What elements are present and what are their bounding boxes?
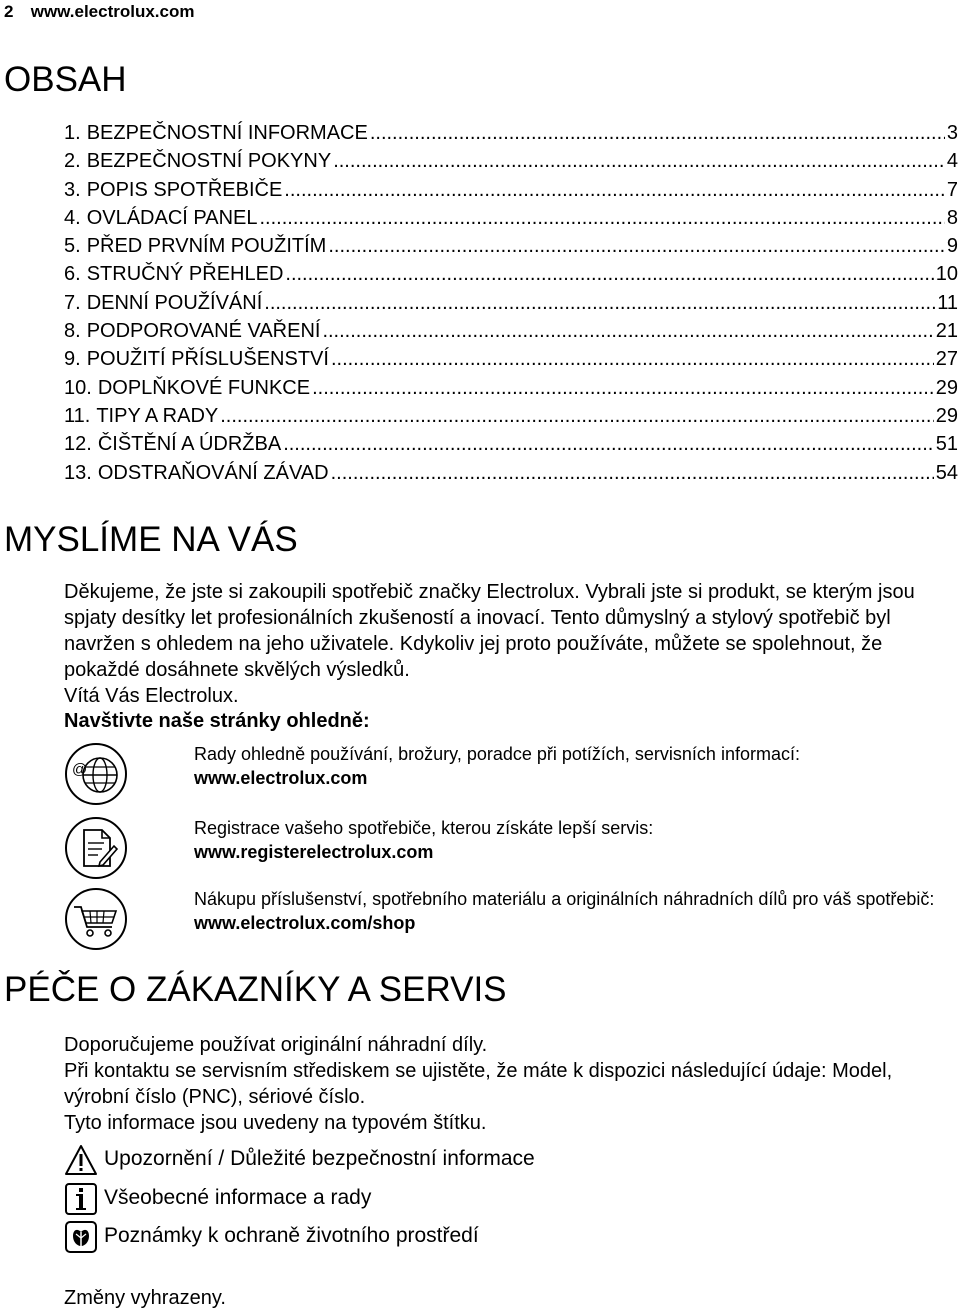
thinking-title: MYSLÍME NA VÁS — [4, 520, 298, 559]
changes-notice: Změny vyhrazeny. — [64, 1287, 226, 1309]
shopping-cart-icon — [64, 887, 128, 951]
toc-item[interactable]: 9. POUŽITÍ PŘÍSLUŠENSTVÍ ..... 27 — [64, 345, 958, 373]
web-globe-icon — [64, 742, 128, 806]
note-text: Poznámky k ochraně životního prostředí — [104, 1224, 479, 1247]
toc-item[interactable]: 3. POPIS SPOTŘEBIČE ..... 7 — [64, 176, 958, 204]
svg-text:@: @ — [72, 761, 88, 778]
site-url[interactable]: www.electrolux.com — [30, 2, 195, 21]
toc-item[interactable]: 5. PŘED PRVNÍM POUŽITÍM ..... 9 — [64, 232, 958, 260]
link-row-web — [64, 742, 960, 812]
link-url[interactable]: www.registerelectrolux.com — [194, 842, 434, 862]
note-environment — [64, 1220, 924, 1254]
toc-item[interactable]: 6. STRUČNÝ PŘEHLED ..... 10 — [64, 260, 958, 288]
link-description: Rady ohledně používání, brožury, poradce při potížích, servisních informací: — [194, 744, 800, 764]
welcome-line: Vítá Vás Electrolux. — [64, 685, 239, 707]
page-number: 2 — [4, 2, 14, 21]
service-paragraph: Doporučujeme používat originální náhradní díly. Při kontaktu se servisním střediskem se ujistěte, že máte k dispozici následující údaje: Model, výrobní číslo (PNC), sériové číslo. Tyto informace jsou uvedeny na typovém štítku. — [64, 1034, 893, 1134]
toc-item[interactable]: 12. ČIŠTĚNÍ A ÚDRŽBA ..... 51 — [64, 430, 958, 458]
link-description: Registrace vašeho spotřebiče, kterou získáte lepší servis: — [194, 818, 654, 838]
toc-item[interactable]: 8. PODPOROVANÉ VAŘENÍ ..... 21 — [64, 317, 958, 345]
link-row-shop — [64, 887, 960, 959]
toc-item[interactable]: 11. TIPY A RADY ..... 29 — [64, 402, 958, 430]
link-description: Nákupu příslušenství, spotřebního materiálu a originálních náhradních dílů pro váš spotřebič: — [194, 889, 935, 909]
toc-item[interactable]: 1. BEZPEČNOSTNÍ INFORMACE ..... 3 — [64, 119, 958, 147]
link-url[interactable]: www.electrolux.com — [194, 768, 368, 788]
environment-icon — [64, 1220, 98, 1254]
note-info — [64, 1182, 924, 1216]
toc-item[interactable]: 13. ODSTRAŇOVÁNÍ ZÁVAD ..... 54 — [64, 459, 958, 487]
link-row-registration — [64, 816, 960, 886]
service-title: PÉČE O ZÁKAZNÍKY A SERVIS — [4, 970, 507, 1009]
table-of-contents — [64, 119, 958, 487]
info-icon — [64, 1182, 98, 1216]
note-text: Všeobecné informace a rady — [104, 1186, 372, 1209]
visit-label: Navštivte naše stránky ohledně: — [64, 710, 370, 732]
registration-document-icon — [64, 816, 128, 880]
note-text: Upozornění / Důležité bezpečnostní informace — [104, 1147, 535, 1170]
link-url[interactable]: www.electrolux.com/shop — [194, 913, 416, 933]
toc-item[interactable]: 7. DENNÍ POUŽÍVÁNÍ ..... 11 — [64, 289, 958, 317]
toc-item[interactable]: 10. DOPLŇKOVÉ FUNKCE ..... 29 — [64, 374, 958, 402]
toc-item[interactable]: 2. BEZPEČNOSTNÍ POKYNY ..... 4 — [64, 147, 958, 175]
contents-title: OBSAH — [4, 60, 127, 99]
toc-item[interactable]: 4. OVLÁDACÍ PANEL ..... 8 — [64, 204, 958, 232]
note-warning — [64, 1143, 924, 1177]
intro-paragraph: Děkujeme, že jste si zakoupili spotřebič značky Electrolux. Vybrali jste si produkt, se kterým jsou spjaty desítky let profesionálních zkušeností a inovací. Tento důmyslný a stylový spotřebič byl navržen s ohledem na jeho uživatele. Kdykoliv jej proto používáte, můžete se spolehnout, že pokaždé dosáhnete skvělých výsledků. Vítá Vás Electrolux. — [64, 581, 915, 707]
page-header — [4, 2, 194, 22]
warning-triangle-icon — [64, 1143, 98, 1177]
